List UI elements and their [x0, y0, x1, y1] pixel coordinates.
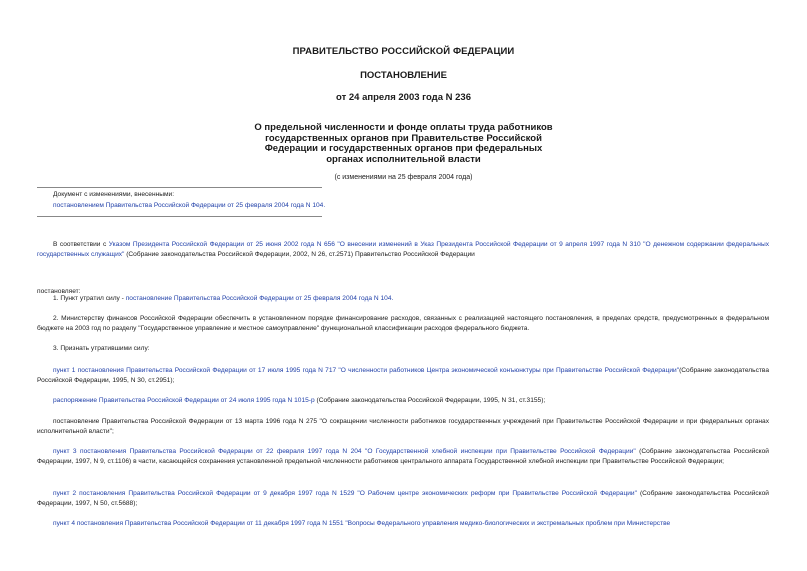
document-title	[0, 123, 807, 165]
repealed-2-link[interactable]: распоряжение Правительства Российской Федерации от 24 июля 1995 года N 1015-р	[53, 397, 315, 404]
resolves-label: постановляет:	[37, 288, 81, 295]
document-type: ПОСТАНОВЛЕНИЕ	[360, 70, 447, 81]
item-1-link[interactable]: постановление Правительства Российской Федерации от 25 февраля 2004 года N 104.	[125, 295, 394, 302]
repealed-5	[37, 489, 769, 508]
item-1	[53, 294, 393, 304]
item-2	[37, 314, 769, 333]
item-2-text: 2. Министерству финансов Российской Федерации обеспечить в установленном порядке финансирование расходов, связанных с реализацией настоящего постановления, в пределах средств, предусмотренных в федеральном бюджете на 2003 год по разделу "Государственное управление и местное самоуправление" функциональной классификации расходов федерального бюджета.	[37, 315, 769, 332]
repealed-3	[37, 417, 769, 436]
repealed-3-text: постановление Правительства Российской Федерации от 13 марта 1996 года N 275 "О сокращении численности работников государственных учреждений при Правительстве Российской Федерации и при федеральных органах исполнительной власти";	[37, 418, 769, 435]
title-line: О предельной численности и фонде оплаты труда работников	[254, 122, 553, 133]
repealed-6	[37, 519, 769, 530]
preamble-tail: (Собрание законодательства Российской Федерации, 2002, N 26, ст.2571) Правительство Российской Федерации	[124, 250, 475, 258]
title-line: Федерации и государственных органов при федеральных	[264, 143, 543, 154]
document-date: от 24 апреля 2003 года N 236	[336, 92, 471, 103]
title-line: органах исполнительной власти	[326, 153, 481, 165]
repealed-6-link[interactable]: пункт 4 постановления Правительства Российской Федерации от 11 декабря 1997 года N 1551 "Вопросы Федерального управления медико-биологических и экстремальных проблем при Министерстве	[53, 520, 671, 527]
item-3: 3. Признать утратившими силу:	[53, 345, 150, 352]
title-line: государственных органов при Правительстве Российской	[265, 132, 542, 144]
preamble-paragraph	[37, 240, 769, 259]
divider-top	[37, 187, 322, 188]
repealed-2-tail: (Собрание законодательства Российской Федерации, 1995, N 31, ст.3155);	[314, 397, 546, 404]
issuer-heading: ПРАВИТЕЛЬСТВО РОССИЙСКОЙ ФЕДЕРАЦИИ	[292, 46, 515, 57]
preamble-decree-link[interactable]: Указом Президента Российской Федерации от 25 июня 2002 года N 656 "О внесении изменений в Указ Президента Российской Федерации от 9 апреля 1997 года N 310 "О денежном содержании федеральных государственных служащих"	[37, 241, 769, 258]
amendments-link[interactable]: постановлением Правительства Российской Федерации от 25 февраля 2004 года N 104.	[53, 202, 326, 209]
repealed-5-tail: (Собрание законодательства Российской Федерации, 1997, N 50, ст.5688);	[37, 490, 769, 507]
preamble-intro: В соответствии с	[53, 241, 109, 248]
changes-note: (с изменениями на 25 февраля 2004 года)	[334, 174, 473, 181]
repealed-4-tail: (Собрание законодательства Российской Федерации, 1997, N 9, ст.1106) в части, касающейся сохранения установленной предельной численности работников центрального аппарата Государственной хлебной инспекции при Правительстве Российской Федерации;	[37, 448, 769, 465]
repealed-1-link[interactable]: пункт 1 постановления Правительства Российской Федерации от 17 июля 1995 года N 717 "О численности работников Центра экономической конъюнктуры при Правительстве Российской Федерации"	[53, 367, 680, 374]
repealed-2	[53, 396, 545, 406]
repealed-1	[37, 366, 769, 385]
repealed-1-tail: (Собрание законодательства Российской Федерации, 1995, N 30, ст.2951);	[37, 367, 769, 384]
repealed-5-link[interactable]: пункт 2 постановления Правительства Российской Федерации от 9 декабря 1997 года N 1529 "О Рабочем центре экономических реформ при Правительстве Российской Федерации"	[53, 490, 637, 497]
repealed-4-link[interactable]: пункт 3 постановления Правительства Российской Федерации от 22 февраля 1997 года N 204 "О Государственной хлебной инспекции при Правительстве Российской Федерации"	[53, 448, 636, 455]
repealed-4	[37, 447, 769, 466]
divider-bottom	[37, 216, 322, 217]
item-1-text: 1. Пункт утратил силу -	[53, 295, 126, 302]
amendments-label: Документ с изменениями, внесенными:	[53, 191, 175, 198]
